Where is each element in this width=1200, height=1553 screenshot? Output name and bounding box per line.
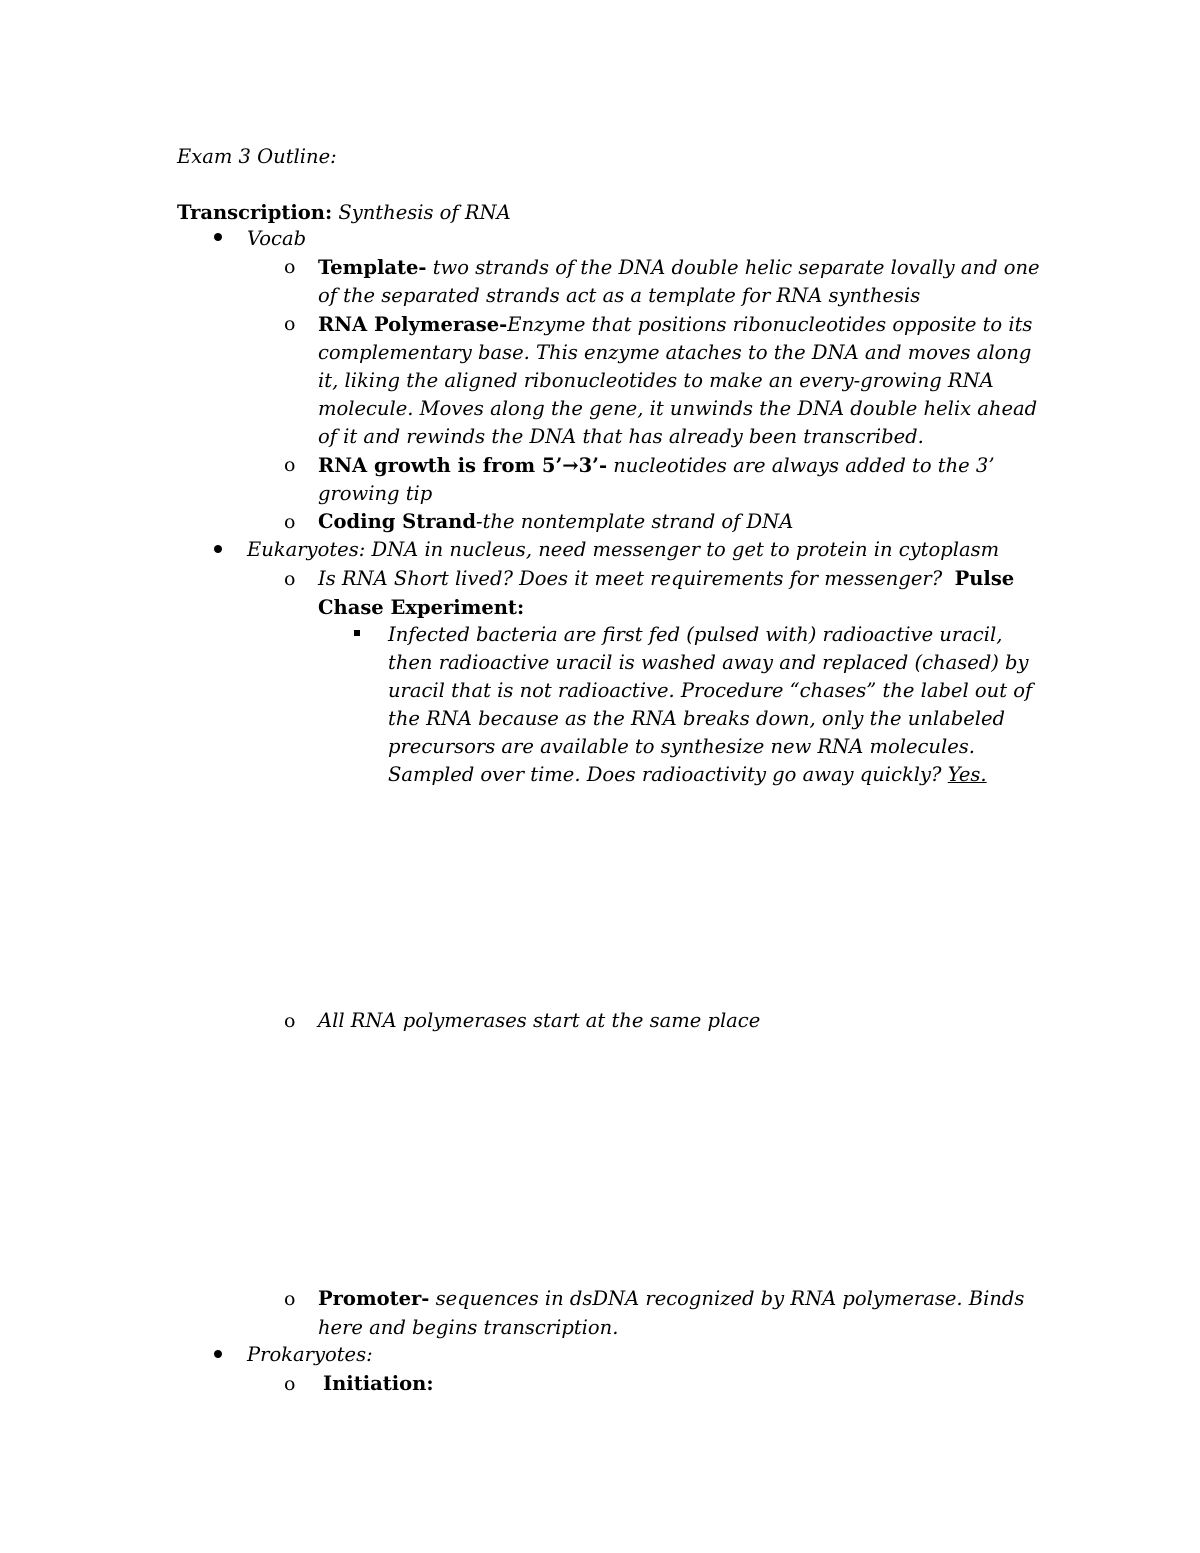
experiment-detail-cont: precursors are available to synthesize new RNA molecules. — [388, 735, 975, 758]
section-heading — [177, 199, 511, 227]
template-definition-cont: of the separated strands act as a template for RNA synthesis — [318, 284, 921, 307]
polymerase-definition-cont: of it and rewinds the DNA that has already been transcribed. — [318, 425, 924, 448]
growth-item — [318, 452, 995, 480]
growth-definition: nucleotides are always added to the 3’ — [607, 454, 995, 477]
pulse-chase-item — [318, 565, 1014, 593]
polymerase-definition-cont: molecule. Moves along the gene, it unwinds the DNA double helix ahead — [318, 397, 1038, 420]
template-term: Template- — [318, 256, 427, 279]
template-item — [318, 254, 1040, 282]
square-bullet-icon — [354, 630, 360, 636]
promoter-definition: sequences in dsDNA recognized by RNA polymerase. Binds — [429, 1287, 1025, 1310]
promoter-term: Promoter- — [318, 1287, 430, 1310]
circle-bullet-icon: o — [284, 1288, 296, 1310]
bullet-icon — [214, 233, 222, 241]
polymerase-term: RNA Polymerase- — [318, 313, 508, 336]
circle-bullet-icon: o — [284, 1373, 296, 1395]
section-heading-term: Transcription: — [177, 201, 333, 224]
experiment-detail-cont: uracil that is not radioactive. Procedure “chases” the label out of — [388, 679, 1033, 702]
circle-bullet-icon: o — [284, 454, 296, 476]
experiment-name-cont: Chase Experiment: — [318, 596, 525, 619]
experiment-detail-cont — [388, 761, 987, 789]
experiment-name: Pulse — [954, 567, 1015, 590]
polymerase-definition: Enzyme that positions ribonucleotides opposite to its — [507, 313, 1033, 336]
same-place-item: All RNA polymerases start at the same place — [318, 1009, 761, 1032]
document-title: Exam 3 Outline: — [177, 145, 337, 168]
eukaryotes-label: Eukaryotes: DNA in nucleus, need messenger to get to protein in cytoplasm — [247, 538, 1000, 561]
experiment-question: Sampled over time. Does radioactivity go away quickly? — [388, 763, 948, 786]
experiment-detail-cont: then radioactive uracil is washed away and replaced (chased) by — [388, 651, 1029, 674]
vocab-label: Vocab — [247, 227, 307, 250]
section-heading-subtitle: Synthesis of RNA — [338, 201, 511, 224]
circle-bullet-icon: o — [284, 1010, 296, 1032]
template-definition: two strands of the DNA double helic separate lovally and one — [426, 256, 1040, 279]
polymerase-item — [318, 311, 1032, 339]
promoter-definition-cont: here and begins transcription. — [318, 1316, 619, 1339]
growth-term: RNA growth is from 5’→3’- — [318, 454, 608, 477]
circle-bullet-icon: o — [284, 313, 296, 335]
prokaryotes-label: Prokaryotes: — [247, 1343, 373, 1366]
polymerase-definition-cont: it, liking the aligned ribonucleotides to make an every-growing RNA — [318, 369, 994, 392]
initiation-label: Initiation: — [323, 1372, 434, 1395]
coding-term: Coding Strand — [318, 510, 476, 533]
bullet-icon — [214, 1350, 222, 1358]
promoter-item — [318, 1285, 1024, 1313]
experiment-detail-cont: the RNA because as the RNA breaks down, only the unlabeled — [388, 707, 1006, 730]
circle-bullet-icon: o — [284, 256, 296, 278]
circle-bullet-icon: o — [284, 511, 296, 533]
coding-definition: -the nontemplate strand of DNA — [475, 510, 794, 533]
experiment-answer: Yes. — [947, 763, 987, 786]
polymerase-definition-cont: complementary base. This enzyme ataches to the DNA and moves along — [318, 341, 1032, 364]
coding-item — [318, 508, 793, 536]
messenger-question: Is RNA Short lived? Does it meet requirements for messenger? — [318, 567, 943, 590]
growth-definition-cont: growing tip — [318, 482, 433, 505]
circle-bullet-icon: o — [284, 568, 296, 590]
bullet-icon — [214, 545, 222, 553]
experiment-detail: Infected bacteria are first fed (pulsed with) radioactive uracil, — [388, 623, 1003, 646]
